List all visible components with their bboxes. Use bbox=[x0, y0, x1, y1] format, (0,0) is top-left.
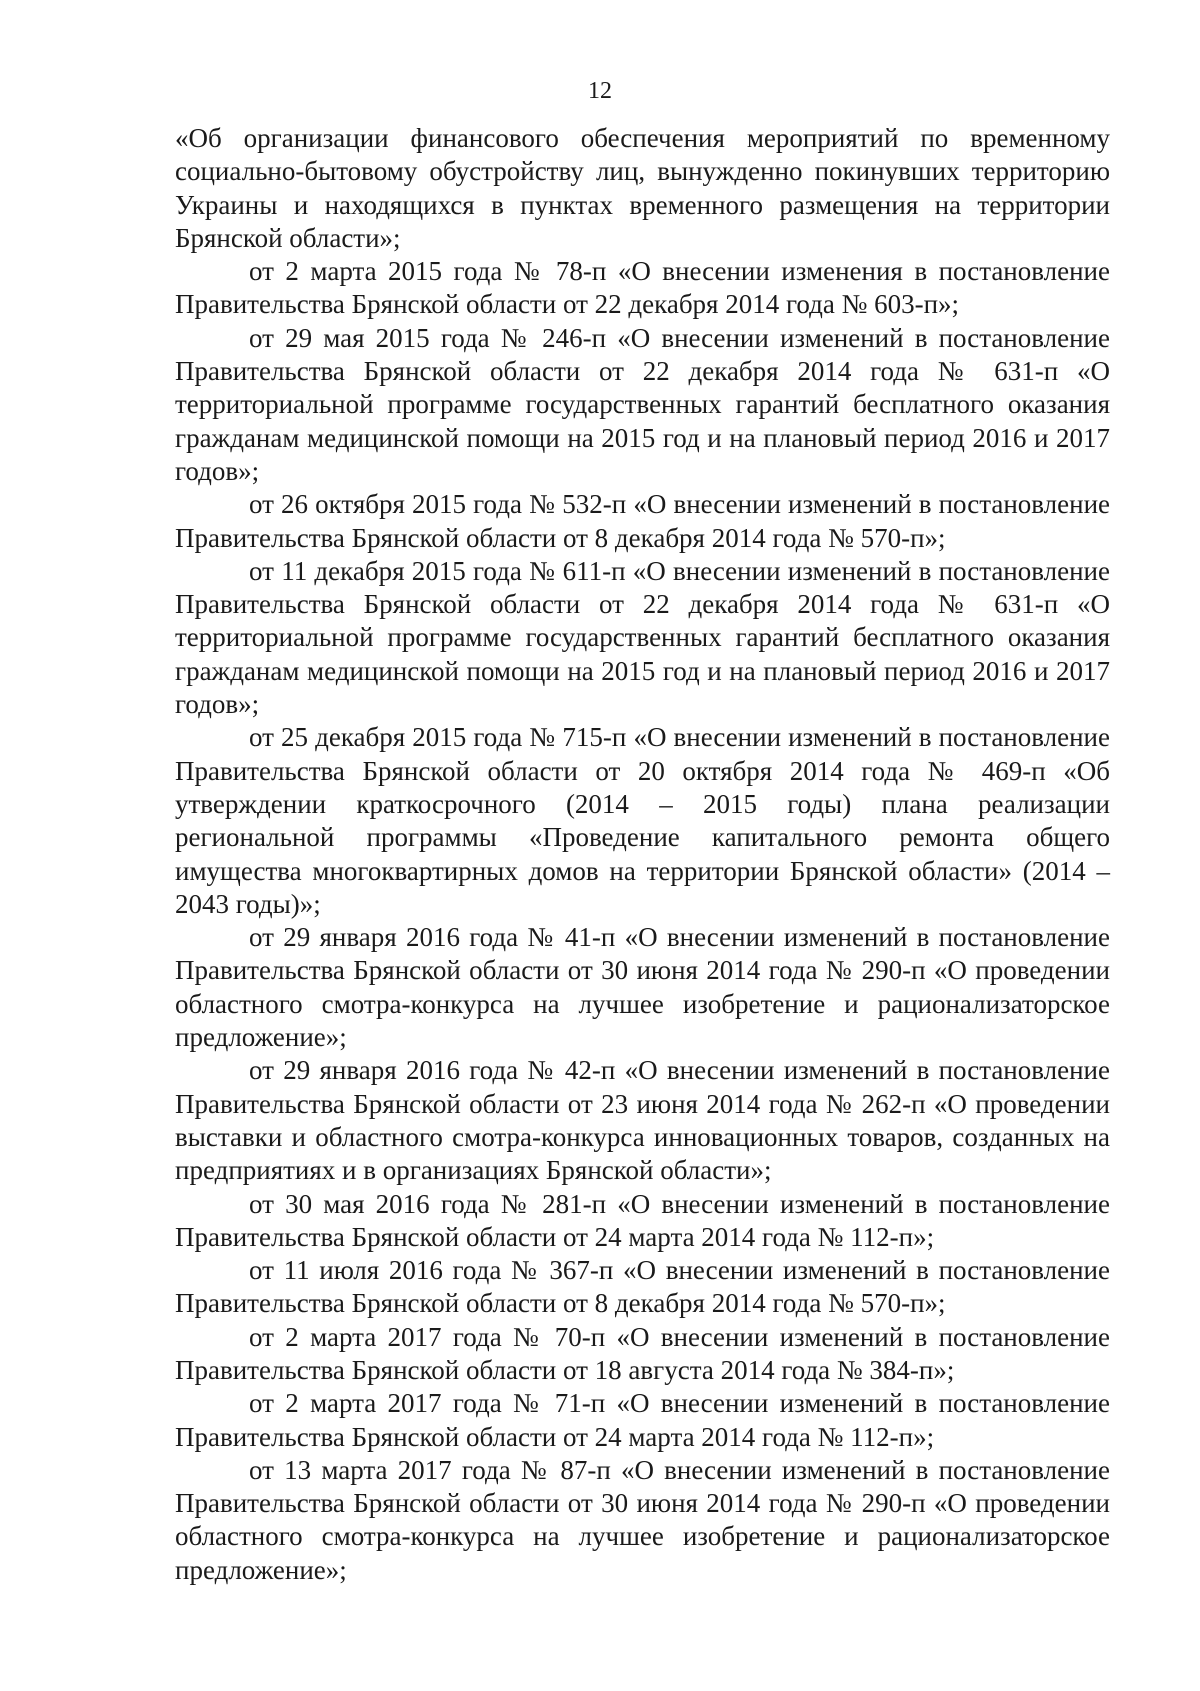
paragraph-decree-78p: от 2 марта 2015 года № 78-п «О внесении изменения в постановление Правительства Брянской области от 22 декабря 2014 года № 603-п»; bbox=[175, 256, 1110, 320]
paragraph-decree-532p: от 26 октября 2015 года № 532-п «О внесении изменений в постановление Правительства Брянской области от 8 декабря 2014 года № 570-п»; bbox=[175, 489, 1110, 553]
paragraph-decree-611p: от 11 декабря 2015 года № 611-п «О внесении изменений в постановление Правительства Брянской области от 22 декабря 2014 года № 631-п «О территориальной программе государственных гарантий бесплатного оказания гражданам медицинской помощи на 2015 год и на плановый период 2016 и 2017 годов»; bbox=[175, 555, 1110, 720]
paragraph-decree-281p: от 30 мая 2016 года № 281-п «О внесении изменений в постановление Правительства Брянской области от 24 марта 2014 года № 112-п»; bbox=[175, 1188, 1110, 1252]
paragraph-decree-367p: от 11 июля 2016 года № 367-п «О внесении изменений в постановление Правительства Брянской области от 8 декабря 2014 года № 570-п»; bbox=[175, 1255, 1110, 1319]
paragraph-decree-715p: от 25 декабря 2015 года № 715-п «О внесении изменений в постановление Правительства Брянской области от 20 октября 2014 года № 469-п «Об утверждении краткосрочного (2014 – 2015 годы) плана реализации региональной программы «Проведение капитального ремонта общего имущества многоквартирных домов на территории Брянской области» (2014 – 2043 годы)»; bbox=[175, 722, 1110, 919]
paragraph-decree-87p: от 13 марта 2017 года № 87-п «О внесении изменений в постановление Правительства Брянской области от 30 июня 2014 года № 290-п «О проведении областного смотра-конкурса на лучшее изобретение и рационализаторское предложение»; bbox=[175, 1454, 1110, 1585]
document-body bbox=[175, 122, 1110, 1587]
paragraph-decree-42p: от 29 января 2016 года № 42-п «О внесении изменений в постановление Правительства Брянской области от 23 июня 2014 года № 262-п «О проведении выставки и областного смотра-конкурса инновационных товаров, созданных на предприятиях и в организациях Брянской области»; bbox=[175, 1055, 1110, 1186]
paragraph-continuation: «Об организации финансового обеспечения мероприятий по временному социально-бытовому обустройству лиц, вынужденно покинувших территорию Украины и находящихся в пунктах временного размещения на территории Брянской области»; bbox=[175, 123, 1110, 253]
paragraph-decree-41p: от 29 января 2016 года № 41-п «О внесении изменений в постановление Правительства Брянской области от 30 июня 2014 года № 290-п «О проведении областного смотра-конкурса на лучшее изобретение и рационализаторское предложение»; bbox=[175, 922, 1110, 1053]
paragraph-decree-70p: от 2 марта 2017 года № 70-п «О внесении изменений в постановление Правительства Брянской области от 18 августа 2014 года № 384-п»; bbox=[175, 1321, 1110, 1385]
paragraph-decree-71p: от 2 марта 2017 года № 71-п «О внесении изменений в постановление Правительства Брянской области от 24 марта 2014 года № 112-п»; bbox=[175, 1388, 1110, 1452]
paragraph-decree-246p: от 29 мая 2015 года № 246-п «О внесении изменений в постановление Правительства Брянской области от 22 декабря 2014 года № 631-п «О территориальной программе государственных гарантий бесплатного оказания гражданам медицинской помощи на 2015 год и на плановый период 2016 и 2017 годов»; bbox=[175, 322, 1110, 486]
page-number: 12 bbox=[588, 78, 612, 104]
